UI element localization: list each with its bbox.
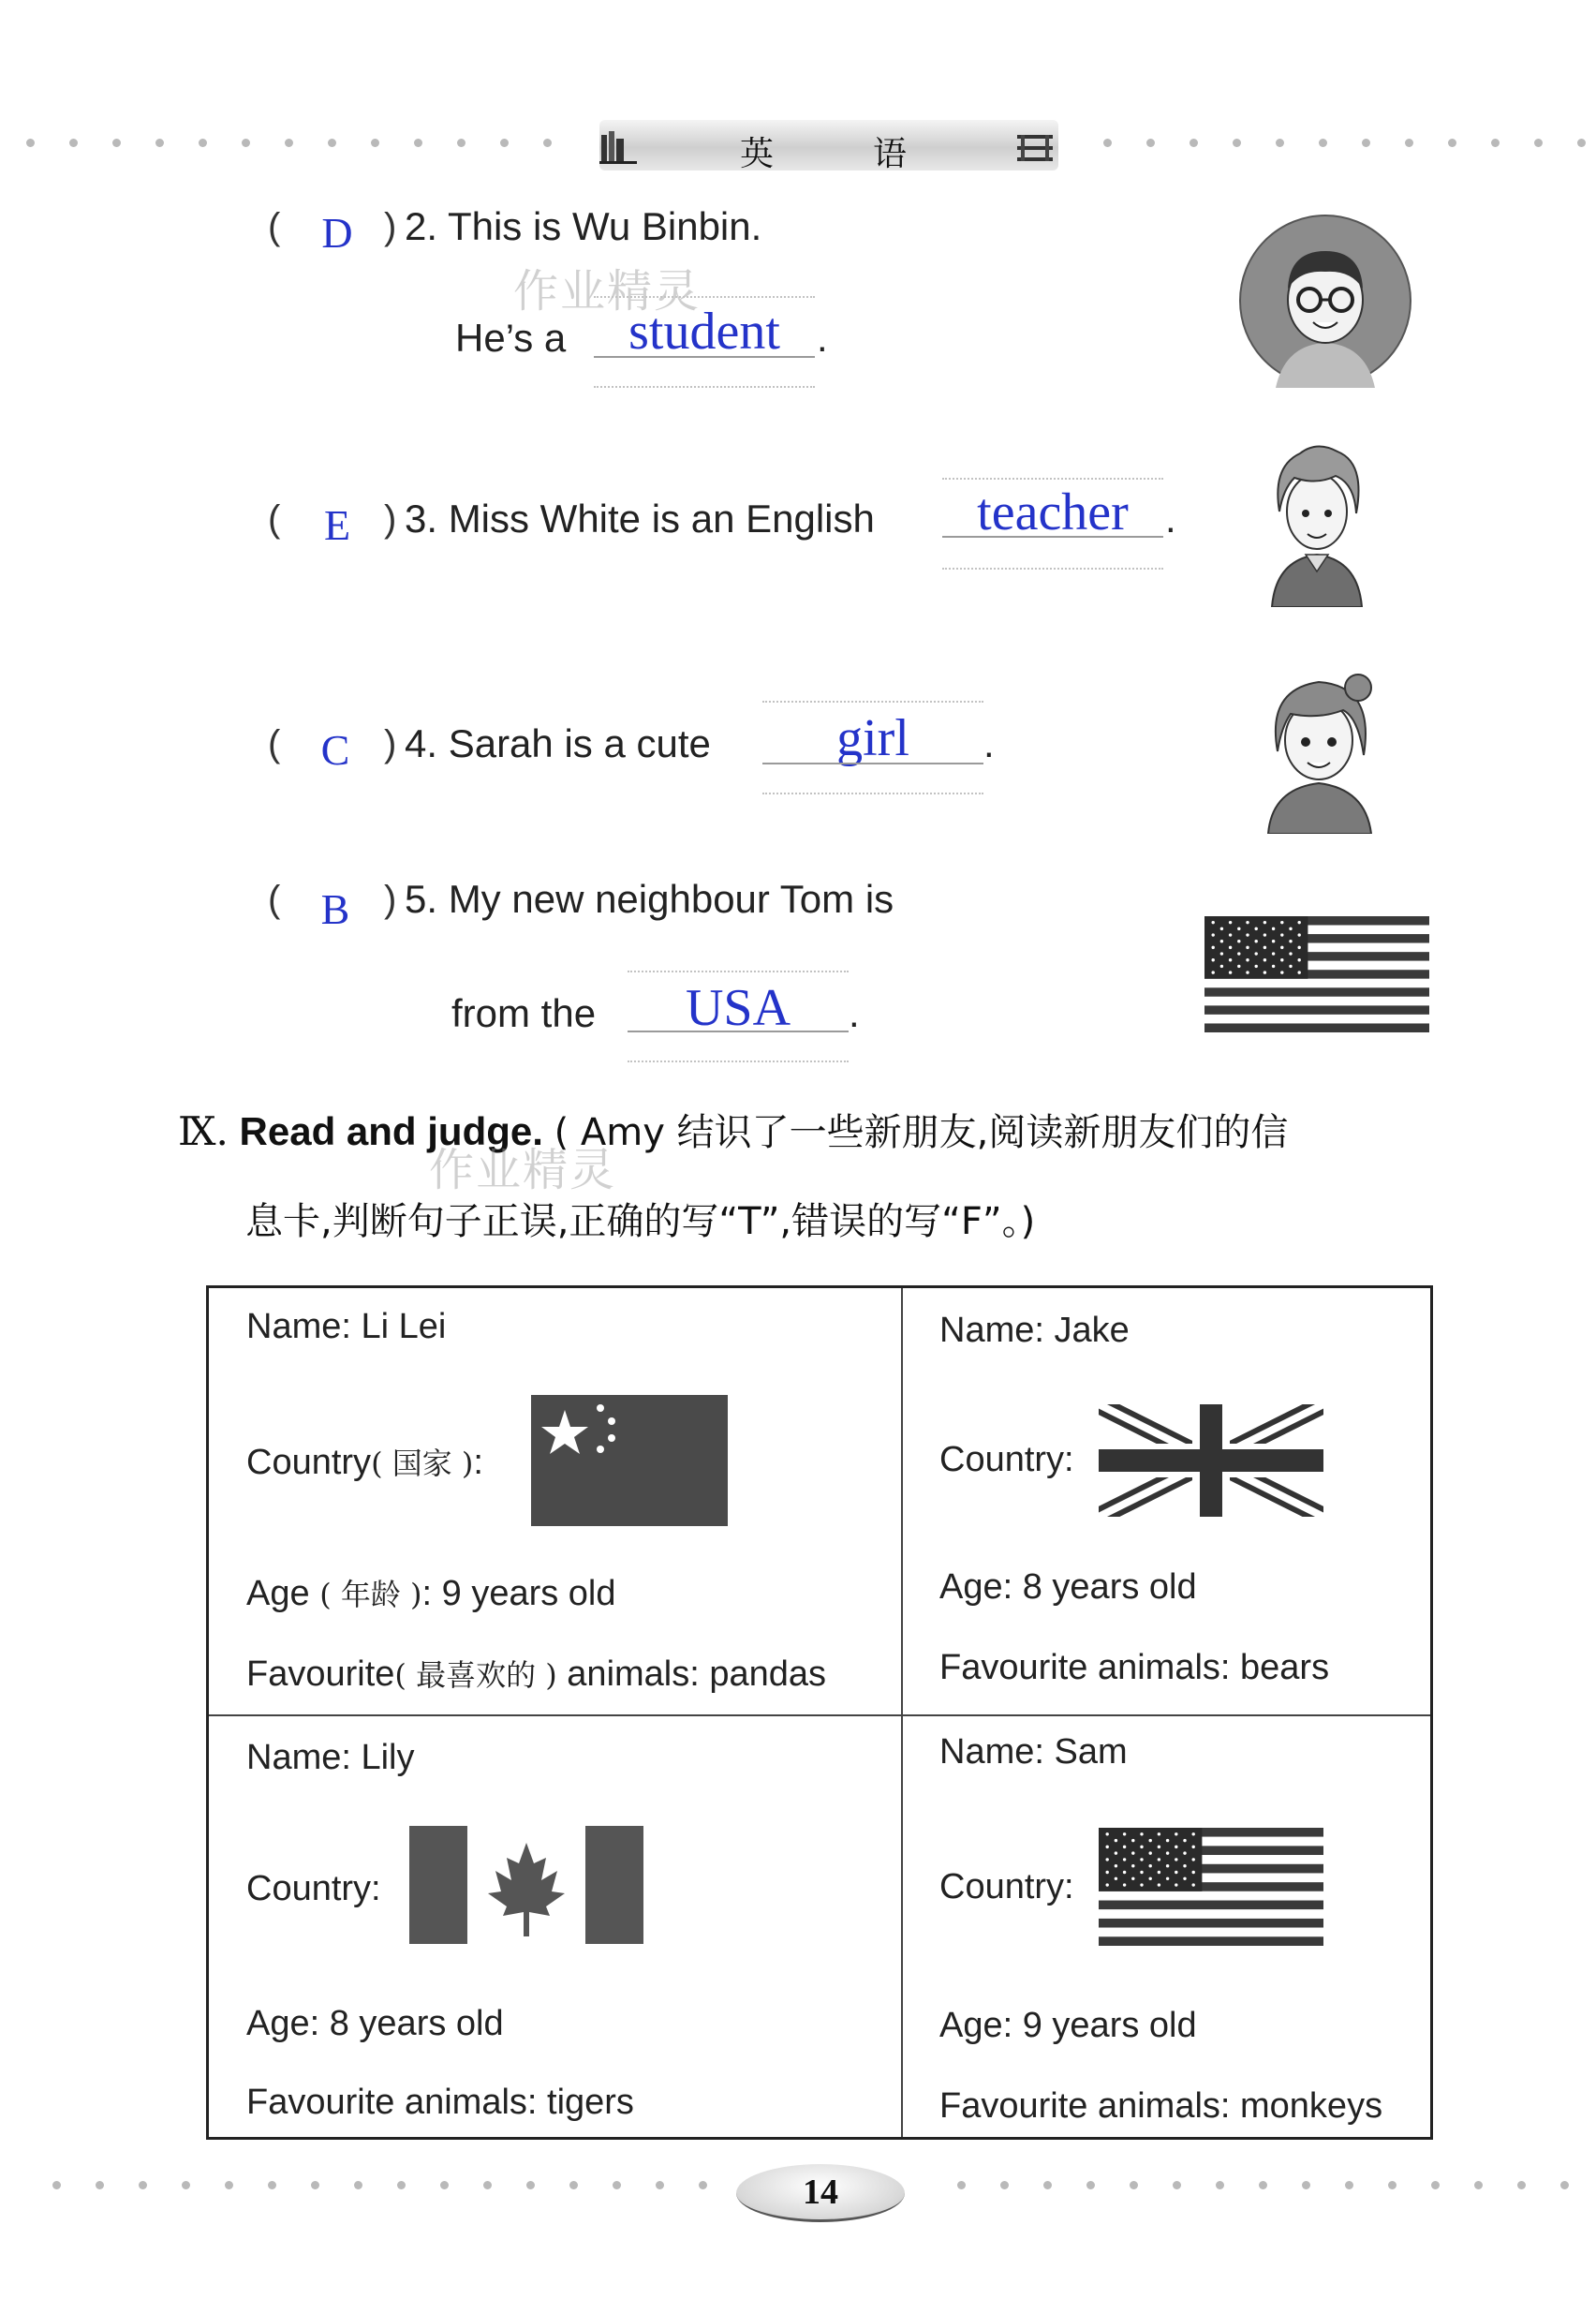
q3-paren-open: ( — [268, 498, 281, 540]
decor-dot — [268, 2181, 276, 2189]
decor-dot — [1474, 2181, 1483, 2189]
decor-dot — [1000, 2181, 1009, 2189]
q2-sentence: 2. This is Wu Binbin. — [405, 204, 762, 248]
decor-dot — [285, 139, 293, 147]
decor-dot — [26, 139, 35, 147]
q2-guide-top — [594, 296, 815, 298]
uk-flag-icon — [1099, 1404, 1323, 1517]
china-flag-icon — [531, 1395, 728, 1526]
watermark-2: 作业精灵 — [429, 1144, 617, 1196]
decor-dot — [1043, 2181, 1052, 2189]
q4-fill: girl — [836, 709, 909, 767]
decor-dot — [139, 2181, 147, 2189]
q5-paren-open: ( — [268, 879, 281, 920]
country-label: Country — [246, 1443, 372, 1482]
q3-answer-line — [942, 536, 1163, 538]
card-jake-country: Country: — [939, 1440, 1074, 1479]
card-sam-age: Age: 9 years old — [939, 2006, 1197, 2045]
info-card-table — [206, 1285, 1433, 2140]
q5-guide-bottom — [628, 1061, 849, 1062]
watermark: 作业精灵 — [513, 265, 702, 318]
decor-dot — [1362, 139, 1370, 147]
decor-dot — [1259, 2181, 1267, 2189]
card-jake-fav: Favourite animals: bears — [939, 1648, 1330, 1687]
section-instruction-2: 息卡,判断句子正误,正确的写“T”,错误的写“F”。) — [245, 1200, 1036, 1243]
q4-paren-close: ) — [384, 723, 397, 764]
header-subject-right: 语 — [873, 135, 908, 173]
decor-dot — [242, 139, 250, 147]
decor-dot — [182, 2181, 190, 2189]
decor-dot — [311, 2181, 319, 2189]
decor-dot — [1190, 139, 1198, 147]
decor-dot — [328, 139, 336, 147]
card-sam-fav: Favourite animals: monkeys — [939, 2086, 1383, 2126]
country-cn: ( 国家 ) — [371, 1446, 474, 1481]
decor-dot — [1302, 2181, 1310, 2189]
card-sam-name: Name: Sam — [939, 1732, 1128, 1772]
decor-dot — [457, 139, 466, 147]
table-hdivider — [209, 1714, 1430, 1716]
q3-paren-close: ) — [384, 498, 397, 540]
decor-dot — [1276, 139, 1284, 147]
decor-dot — [1345, 2181, 1353, 2189]
q2-fill: student — [628, 303, 780, 361]
decor-dot — [699, 2181, 707, 2189]
age-value: : 9 years old — [421, 1574, 616, 1613]
section-instruction-1: ( Amy 结识了一些新朋友,阅读新朋友们的信 — [554, 1111, 1289, 1154]
age-cn: ( 年龄 ) — [319, 1577, 422, 1612]
decor-dot — [1577, 139, 1586, 147]
boy-portrait-icon — [1238, 214, 1412, 388]
fav-value: animals: pandas — [567, 1654, 827, 1694]
card-sam-country: Country: — [939, 1867, 1074, 1906]
card-lily-name: Name: Lily — [246, 1738, 415, 1777]
q2-guide-bottom — [594, 386, 815, 388]
decor-dot — [371, 139, 379, 147]
card-lily-country: Country: — [246, 1869, 381, 1908]
q3-guide-top — [942, 478, 1163, 480]
decor-dot — [52, 2181, 61, 2189]
decor-dot — [613, 2181, 621, 2189]
q3-fill: teacher — [977, 483, 1129, 541]
decor-dot — [1388, 2181, 1396, 2189]
decor-dot — [957, 2181, 966, 2189]
page-number: 14 — [803, 2173, 838, 2212]
q4-guide-bottom — [762, 793, 983, 794]
q3-suffix: . — [1165, 497, 1176, 541]
decor-dot — [440, 2181, 449, 2189]
q2-answer: D — [321, 209, 353, 257]
decor-dot — [500, 139, 509, 147]
girl-portrait-icon — [1253, 661, 1386, 834]
decor-dot — [526, 2181, 535, 2189]
decor-dot — [354, 2181, 362, 2189]
card-jake-age: Age: 8 years old — [939, 1567, 1197, 1607]
decor-dot — [543, 139, 552, 147]
q2-prefix: He’s a — [455, 316, 567, 360]
decor-dot — [155, 139, 164, 147]
q2-answer-line — [594, 356, 815, 358]
decor-dot — [1405, 139, 1413, 147]
book-stack-icon — [599, 127, 637, 165]
card-lily-age: Age: 8 years old — [246, 2004, 504, 2043]
q5-sentence: 5. My new neighbour Tom is — [405, 877, 894, 921]
q5-suffix: . — [849, 991, 860, 1035]
card-lilei-name: Name: Li Lei — [246, 1307, 447, 1346]
usa-flag-icon — [1099, 1828, 1323, 1946]
usa-flag-icon — [1204, 916, 1429, 1032]
q3-answer: E — [323, 501, 351, 549]
q4-answer-line — [762, 763, 983, 764]
header-band — [599, 120, 1058, 171]
decor-dot — [1173, 2181, 1181, 2189]
q2-paren-close: ) — [384, 206, 397, 247]
card-jake-name: Name: Jake — [939, 1311, 1130, 1350]
decor-dot — [1517, 2181, 1526, 2189]
table-vdivider — [901, 1288, 903, 2137]
decor-dot — [1560, 2181, 1569, 2189]
fav-cn: ( 最喜欢的 ) — [394, 1657, 557, 1693]
shelf-icon — [1017, 127, 1055, 165]
q5-answer-line — [628, 1031, 849, 1032]
section-number: Ⅸ. — [178, 1108, 229, 1154]
q5-guide-top — [628, 971, 849, 972]
q2-paren-open: ( — [268, 206, 281, 247]
header-subject-left: 英 — [740, 135, 775, 173]
decor-dot — [1146, 139, 1155, 147]
decor-dot — [656, 2181, 664, 2189]
canada-flag-icon — [409, 1826, 643, 1944]
q4-guide-top — [762, 701, 983, 703]
woman-teacher-portrait-icon — [1263, 438, 1371, 607]
age-label: Age — [246, 1574, 310, 1613]
decor-dot — [69, 139, 78, 147]
decor-dot — [199, 139, 207, 147]
decor-dot — [1086, 2181, 1095, 2189]
decor-dot — [1130, 2181, 1138, 2189]
decor-dot — [1491, 139, 1500, 147]
section-title — [178, 1103, 1288, 1156]
q5-paren-close: ) — [384, 879, 397, 920]
decor-dot — [1319, 139, 1327, 147]
q4-sentence: 4. Sarah is a cute — [405, 721, 711, 765]
decor-dot — [397, 2181, 406, 2189]
decor-dot — [96, 2181, 104, 2189]
q5-prefix: from the — [451, 991, 597, 1035]
decor-dot — [414, 139, 422, 147]
section-heading: Read and judge. — [239, 1109, 543, 1153]
decor-dot — [1534, 139, 1543, 147]
card-lily-fav: Favourite animals: tigers — [246, 2083, 634, 2122]
q5-answer: B — [320, 885, 350, 933]
card-lilei-country — [246, 1440, 483, 1483]
q3-sentence: 3. Miss White is an English — [405, 497, 875, 541]
q3-guide-bottom — [942, 568, 1163, 570]
q4-paren-open: ( — [268, 723, 281, 764]
decor-dot — [483, 2181, 492, 2189]
decor-dot — [1233, 139, 1241, 147]
card-lilei-fav — [246, 1652, 826, 1695]
q5-fill: USA — [685, 979, 791, 1037]
fav-label: Favourite — [246, 1654, 395, 1694]
decor-dot — [1103, 139, 1112, 147]
q4-suffix: . — [983, 721, 995, 765]
decor-dot — [112, 139, 121, 147]
decor-dot — [1431, 2181, 1440, 2189]
decor-dot — [569, 2181, 578, 2189]
decor-dot — [1216, 2181, 1224, 2189]
q2-suffix: . — [817, 316, 828, 360]
decor-dot — [1448, 139, 1456, 147]
country-colon: : — [473, 1443, 483, 1482]
card-lilei-age — [246, 1571, 616, 1614]
q4-answer: C — [320, 726, 350, 774]
decor-dot — [225, 2181, 233, 2189]
